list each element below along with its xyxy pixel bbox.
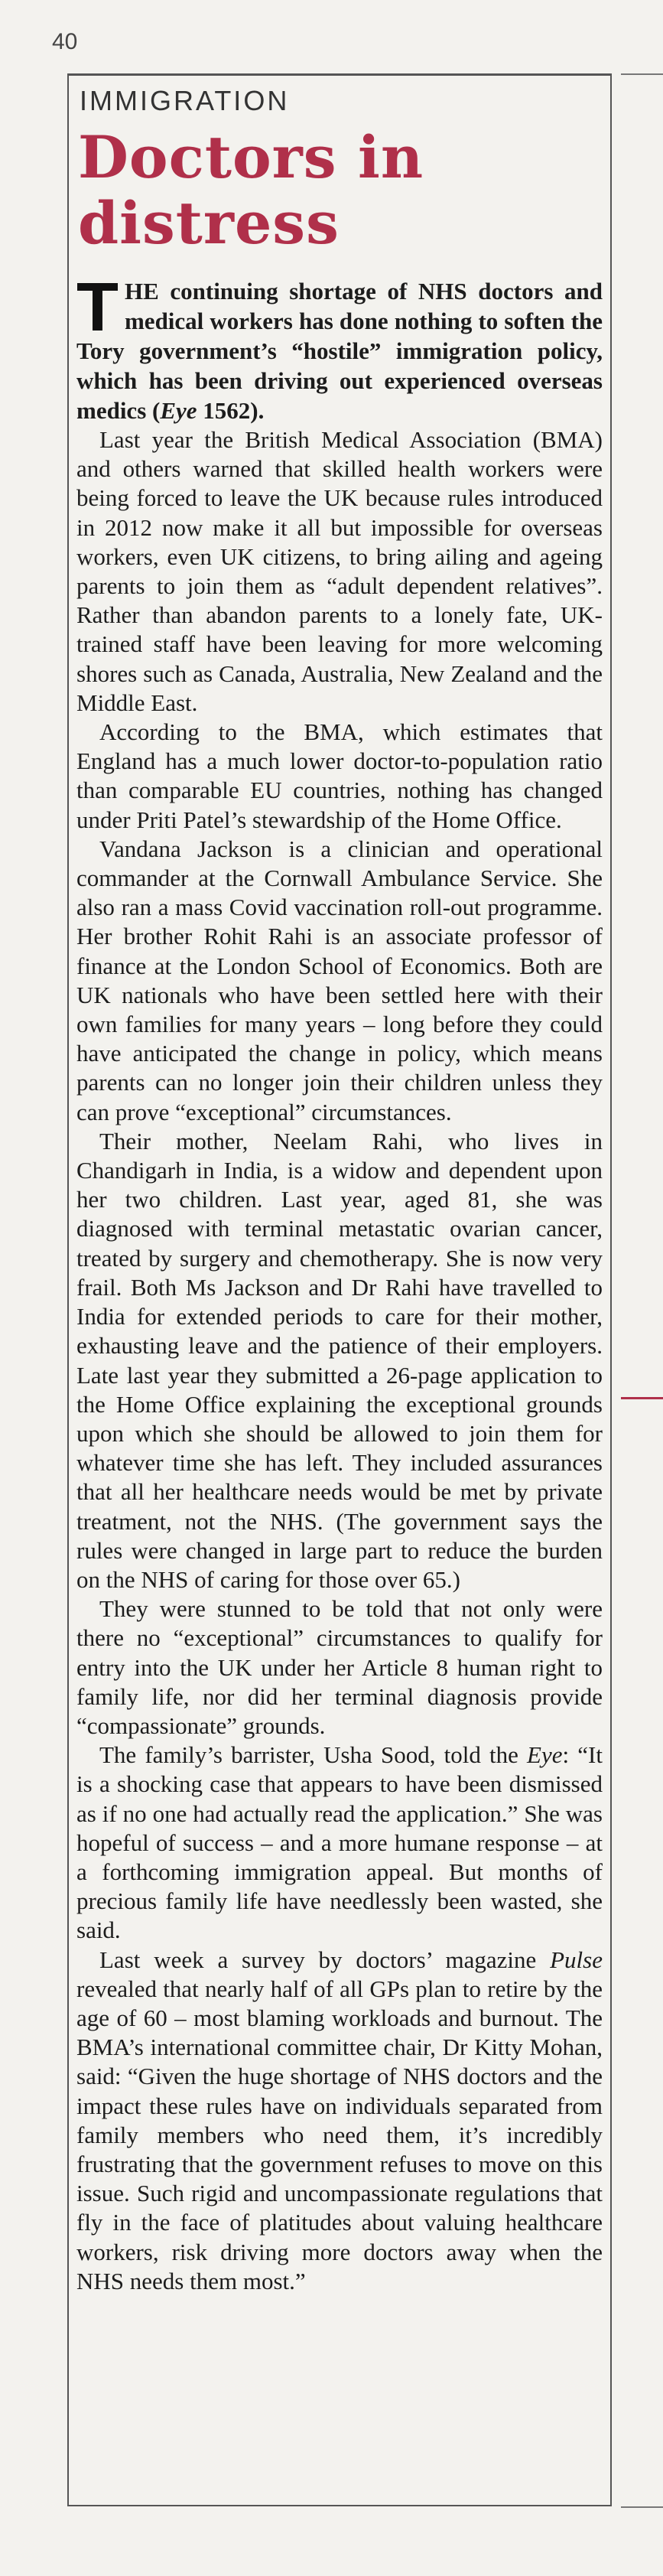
adjacent-column-edge xyxy=(621,73,663,2522)
page-number: 40 xyxy=(52,29,78,54)
body-paragraph: According to the BMA, which estimates that England has a much lower doctor-to-population ratio than comparable EU countries, nothing has changed under Priti Patel’s stewardship of the Home Office. xyxy=(76,718,603,833)
body-paragraph: Last week a survey by doctors’ magazine Pulse revealed that nearly half of all GPs plan to retire by the age of 60 – most blaming workloads and burnout. The BMA’s international committee chair, Dr Kitty Mohan, said: “Given the huge shortage of NHS doctors and the impact these rules have on individuals separated from family members who need them, it’s incredibly frustrating that the government refuses to move on this issue. Such rigid and uncompassionate regulations that fly in the face of platitudes about valuing healthcare workers, risk driving more doctors away when the NHS needs them most.” xyxy=(76,1946,603,2294)
drop-cap: T xyxy=(76,269,119,346)
article xyxy=(67,73,612,2506)
headline-line-2: distress xyxy=(78,189,340,257)
column-rule xyxy=(621,2506,663,2508)
headline-line-1: Doctors in xyxy=(78,123,424,191)
lead-paragraph: THE continuing shortage of NHS doctors and medical workers has done nothing to soften the Tory government’s “hostile” immigration policy, which has been driving out experienced overseas medics (Eye 1562). xyxy=(76,269,603,424)
column-rule xyxy=(621,1397,663,1399)
body-paragraph: Vandana Jackson is a clinician and operational commander at the Cornwall Ambulance Service. She also ran a mass Covid vaccination roll-out programme. Her brother Rohit Rahi is an associate professor of finance at the London School of Economics. Both are UK nationals who have been settled here with their own families for many years – long before they could have anticipated the change in policy, which means parents can no longer join their children unless they can prove “exceptional” circumstances. xyxy=(76,835,603,1125)
body-paragraph: The family’s barrister, Usha Sood, told the Eye: “It is a shocking case that appears to have been dismissed as if no one had actually read the application.” She was hopeful of success – and a more humane response – at a forthcoming immigration appeal. But months of precious family life have needlessly been wasted, she said. xyxy=(76,1741,603,1944)
headline xyxy=(76,125,603,256)
body-paragraph: Their mother, Neelam Rahi, who lives in Chandigarh in India, is a widow and dependent upon her two children. Last year, aged 81, she was diagnosed with terminal metastatic ovarian cancer, treated by surgery and chemotherapy. She is now very frail. Both Ms Jackson and Dr Rahi have travelled to India for extended periods to care for their mother, exhausting leave and the patience of their employers. Late last year they submitted a 26-page application to the Home Office explaining the exceptional grounds upon which she should be allowed to join them for whatever time she has left. They included assurances that all her healthcare needs would be met by private treatment, not the NHS. (The government says the rules were changed in large part to reduce the burden on the NHS of caring for those over 65.) xyxy=(76,1127,603,1593)
section-label: IMMIGRATION xyxy=(80,85,290,116)
column-rule xyxy=(621,73,663,75)
article-body xyxy=(76,425,603,2296)
body-paragraph: Last year the British Medical Association (BMA) and others warned that skilled health workers were being forced to leave the UK because rules introduced in 2012 now make it all but impossible for overseas workers, even UK citizens, to bring ailing and ageing parents to join them as “adult dependent relatives”. Rather than abandon parents to a lonely fate, UK-trained staff have been leaving for more welcoming shores such as Canada, Australia, New Zealand and the Middle East. xyxy=(76,426,603,716)
body-paragraph: They were stunned to be told that not only were there no “exceptional” circumstances to qualify for entry into the UK under her Article 8 human right to family life, nor did her terminal diagnosis provide “compassionate” grounds. xyxy=(76,1595,603,1739)
